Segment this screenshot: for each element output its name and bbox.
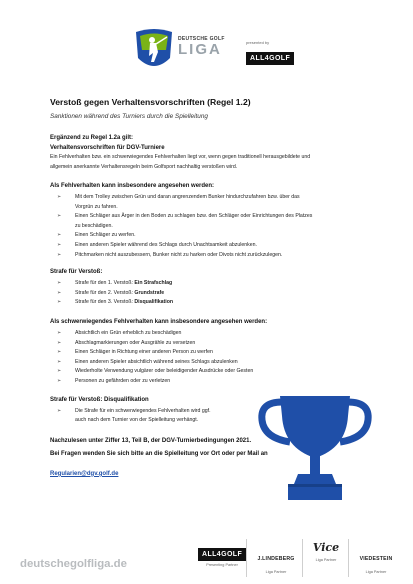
list-item	[50, 367, 380, 377]
arrow-bullet-icon: ➢	[57, 213, 62, 220]
list-item-text: Pitchmarken nicht auszubessern, Bunker nicht zu harken oder Divots nicht zurückzulegen.	[75, 251, 283, 258]
presented-by-label: presented by	[246, 40, 270, 45]
list-item	[50, 358, 380, 368]
list-item-text: Absichtlich ein Grün erheblich zu beschädigen	[75, 329, 182, 336]
list-item	[50, 298, 380, 308]
section-heading: Strafe für Verstoß: Disqualifikation	[50, 396, 149, 403]
section-serious-misconduct	[50, 318, 380, 387]
list-item-text: Einen Schläger aus Ärger in den Boden zu schlagen bzw. den Schläger oder Einrichtungen des Platzes	[75, 213, 313, 220]
partner-caption: Presenting Partner	[206, 563, 238, 567]
arrow-bullet-icon: ➢	[57, 407, 62, 414]
list-item-text: auch nach dem Turnier von der Spielleitung verhängt.	[75, 417, 199, 424]
arrow-bullet-icon: ➢	[57, 339, 62, 346]
contact-email-link[interactable]: Regularien@dgv.golf.de	[50, 470, 119, 477]
list-item-text: Die Strafe für ein schwerwiegendes Fehlverhalten wird ggf.	[75, 407, 211, 414]
list-item-text: Mit dem Trolley zwischen Grün und daran angrenzendem Bunker hindurchzufahren bzw. über das	[75, 194, 300, 200]
list-item-text: zu beschädigen.	[75, 222, 113, 229]
list-item	[50, 348, 380, 358]
partner-caption: Liga Partner	[315, 558, 337, 562]
footer	[0, 533, 413, 584]
presented-by	[246, 40, 294, 65]
footer-divider	[348, 539, 349, 577]
logo-small-text: DEUTSCHE GOLF	[178, 36, 225, 42]
penalty-value: Ein Strafschlag	[134, 280, 173, 287]
arrow-bullet-icon: ➢	[57, 241, 62, 248]
section-heading: Ergänzend zu Regel 1.2a gilt:	[50, 135, 134, 141]
reference-note: Nachzulesen unter Ziffer 13, Teil B, der DGV-Turnierbedingungen 2021.	[50, 437, 252, 444]
list-item-text: Einen Schläger zu werfen.	[75, 232, 136, 239]
list-item-text: Einen Schläger in Richtung einer anderen Person zu werfen	[75, 349, 213, 356]
footer-divider	[246, 539, 247, 577]
partner-name: VIEDESTEIN	[359, 556, 393, 562]
partner-logo-viedestein	[352, 547, 400, 574]
list-item-text: Einen anderen Spieler absichtlich während seines Schlags abzulenken	[75, 358, 238, 365]
partner-logo-all4golf	[198, 543, 246, 567]
list-item-text: Abschlagmarkierungen oder Ausgrähle zu versetzen	[75, 339, 196, 346]
section-penalty	[50, 268, 380, 308]
list-item	[50, 193, 380, 203]
list-item-text: Vorgrün zu fahren.	[75, 203, 118, 210]
arrow-bullet-icon: ➢	[57, 251, 62, 258]
serious-misconduct-list	[50, 329, 380, 387]
section-heading: Als Fehlverhalten kann insbesondere angesehen werden:	[50, 183, 215, 189]
section-heading: Verhaltensvorschriften für DGV-Turniere	[50, 145, 165, 151]
list-item	[50, 339, 380, 349]
list-item	[50, 329, 380, 339]
website-url: deutschegolfliga.de	[20, 558, 127, 570]
penalty-label: Strafe für den 2. Verstoß:	[75, 289, 133, 296]
list-item-text: Einen anderen Spieler während des Schlags durch Unachtsamkeit abzulenken.	[75, 241, 257, 248]
arrow-bullet-icon: ➢	[57, 377, 62, 384]
page-title: Verstoß gegen Verhaltensvorschriften (Regel 1.2)	[50, 97, 251, 107]
arrow-bullet-icon: ➢	[57, 289, 62, 296]
golfer-shield-icon	[134, 28, 174, 72]
list-item	[50, 241, 380, 251]
arrow-bullet-icon: ➢	[57, 299, 62, 306]
misconduct-list	[50, 193, 380, 260]
partner-name: Vice	[312, 541, 340, 554]
list-item	[50, 251, 380, 261]
arrow-bullet-icon: ➢	[57, 329, 62, 336]
list-item-text: Wiederholte Verwendung vulgärer oder beleidigender Ausdrücke oder Gesten	[75, 368, 254, 375]
arrow-bullet-icon: ➢	[57, 232, 62, 239]
partner-logo-vice	[308, 538, 344, 562]
arrow-bullet-icon: ➢	[57, 194, 62, 200]
penalty-list	[50, 279, 380, 308]
arrow-bullet-icon: ➢	[57, 368, 62, 375]
partner-caption: Liga Partner	[265, 570, 287, 574]
penalty-label: Strafe für den 1. Verstoß:	[75, 280, 133, 287]
penalty-value: Disqualifikation	[134, 299, 174, 306]
paragraph-line: Ein Fehlverhalten bzw. ein schwerwiegendes Fehlverhalten liegt vor, wenn gegen traditionell herausgebildete und	[50, 154, 311, 160]
dgl-logo	[134, 26, 240, 76]
list-item	[50, 231, 380, 241]
page-subtitle: Sanktionen während des Turniers durch die Spielleitung	[50, 113, 208, 120]
all4golf-logo: ALL4GOLF	[246, 52, 294, 65]
partner-name: ALL4GOLF	[198, 548, 246, 561]
section-misconduct	[50, 182, 380, 260]
section-rule-addition	[50, 134, 380, 172]
arrow-bullet-icon: ➢	[57, 280, 62, 287]
partner-logo-jlindeberg	[254, 547, 298, 574]
logo-big-text: LIGA	[178, 41, 222, 58]
footer-divider	[302, 539, 303, 577]
section-heading: Als schwerwiegendes Fehlverhalten kann insbesondere angesehen werden:	[50, 318, 268, 325]
penalty-value: Grundstrafe	[134, 289, 165, 296]
list-item-continuation	[50, 222, 380, 232]
penalty-label: Strafe für den 3. Verstoß:	[75, 299, 133, 306]
list-item-text: Personen zu gefährden oder zu verletzen	[75, 377, 171, 384]
list-item	[50, 212, 380, 222]
section-heading: Strafe für Verstoß:	[50, 269, 103, 276]
list-item	[50, 289, 380, 299]
list-item	[50, 279, 380, 289]
contact-note: Bei Fragen wenden Sie sich bitte an die Spielleitung vor Ort oder per Mail an	[50, 450, 268, 457]
trophy-icon	[250, 386, 380, 506]
partner-caption: Liga Partner	[365, 570, 387, 574]
partner-name: J.LINDEBERG	[257, 556, 295, 562]
arrow-bullet-icon: ➢	[57, 358, 62, 365]
arrow-bullet-icon: ➢	[57, 349, 62, 356]
list-item-continuation	[50, 203, 380, 213]
paragraph-line: allgemein anerkannte Verhaltensregeln beim Golfsport nachhaltig verstoßen wird.	[50, 163, 238, 170]
